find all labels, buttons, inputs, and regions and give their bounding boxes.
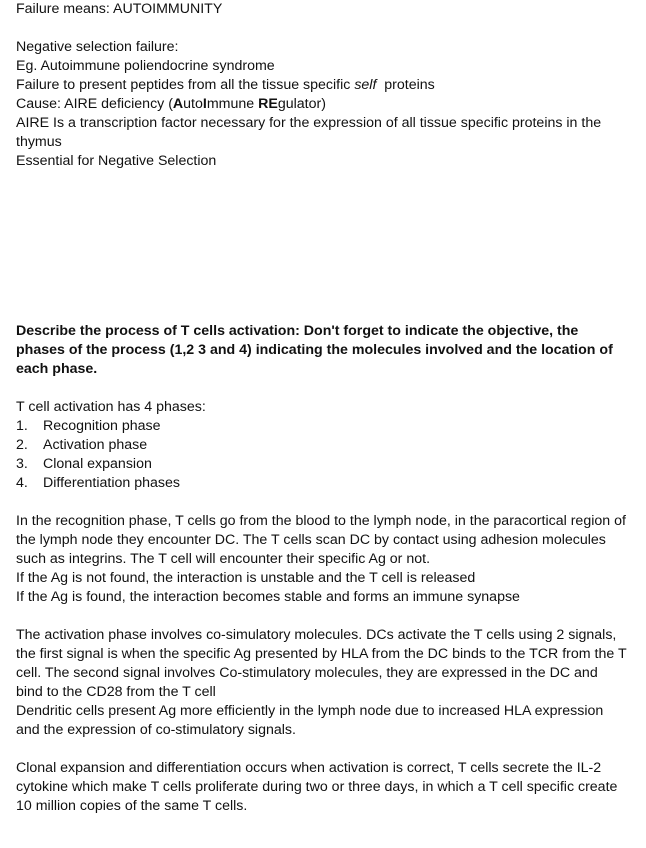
- document-page: [16, 0, 628, 816]
- phases-list: [16, 417, 628, 493]
- recognition-found: If the Ag is found, the interaction becomes stable and forms an immune synapse: [16, 589, 520, 605]
- recognition-section: [16, 512, 628, 607]
- failure-line: Failure means: AUTOIMMUNITY: [16, 1, 223, 17]
- list-item: 3. Clonal expansion: [16, 456, 152, 472]
- essential-line: Essential for Negative Selection: [16, 153, 217, 169]
- exam-question: Describe the process of T cells activation: Don't forget to indicate the objective, the phases of the process (1,2 3 and 4) indicating the molecules involved and the location of each phase.: [16, 323, 613, 377]
- clonal-section: [16, 759, 628, 816]
- list-item: 1. Recognition phase: [16, 418, 161, 434]
- recognition-paragraph: In the recognition phase, T cells go from the blood to the lymph node, in the paracortical region of the lymph node they encounter DC. The T cells scan DC by contact using adhesion molecules such as integrins. The T cell will encounter their specific Ag or not.: [16, 513, 626, 567]
- recognition-not-found: If the Ag is not found, the interaction is unstable and the T cell is released: [16, 570, 476, 586]
- clonal-paragraph: Clonal expansion and differentiation occurs when activation is correct, T cells secrete the IL-2 cytokine which make T cells proliferate during two or three days, in which a T cell specific create 10 million copies of the same T cells.: [16, 760, 618, 814]
- dendritic-paragraph: Dendritic cells present Ag more efficiently in the lymph node due to increased HLA expression and the expression of co-stimulatory signals.: [16, 703, 604, 738]
- phases-intro: T cell activation has 4 phases:: [16, 399, 206, 415]
- aire-description: AIRE Is a transcription factor necessary for the expression of all tissue specific proteins in the thymus: [16, 115, 602, 150]
- list-item: 4. Differentiation phases: [16, 475, 180, 491]
- negative-selection-example: Eg. Autoimmune poliendocrine syndrome: [16, 58, 275, 74]
- negative-selection-section: [16, 38, 628, 171]
- aire-cause: Cause: AIRE deficiency (AutoImmune REgulator): [16, 96, 326, 112]
- negative-selection-heading: Negative selection failure:: [16, 39, 179, 55]
- activation-section: [16, 626, 628, 740]
- negative-selection-failure: Failure to present peptides from all the tissue specific self proteins: [16, 77, 435, 93]
- activation-paragraph: The activation phase involves co-simulatory molecules. DCs activate the T cells using 2 signals, the first signal is when the specific Ag presented by HLA from the DC binds to the TCR from the T cell. The second signal involves Co-stimulatory molecules, they are expressed in the DC and bind to the CD28 from the T cell: [16, 627, 627, 700]
- list-item: 2. Activation phase: [16, 437, 148, 453]
